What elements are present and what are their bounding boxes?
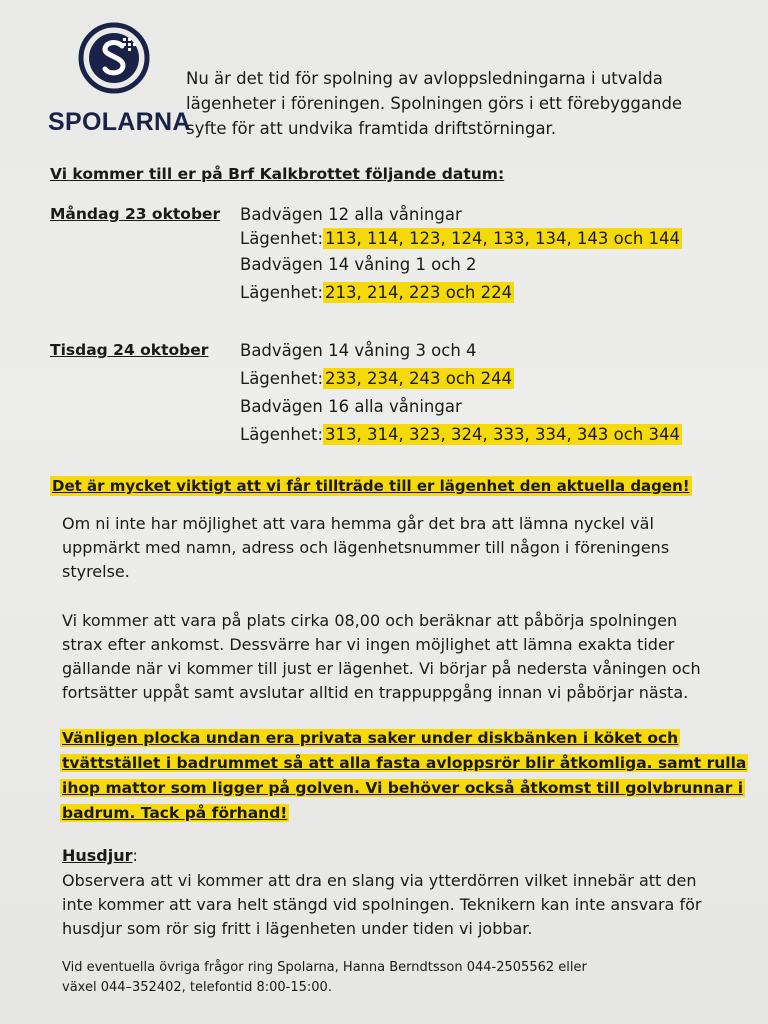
intro-line: Nu är det tid för spolning av avloppsledningarna i utvalda (186, 69, 663, 88)
apartment-label: Lägenhet: (240, 369, 324, 388)
notice-line: badrum. Tack på förhand! (62, 804, 288, 822)
paragraph-line: Observera att vi kommer att dra en slang via ytterdörren vilket innebär att den (62, 871, 697, 890)
notice-line: tvättstället i badrummet så att alla fasta avloppsrör blir åtkomliga. samt rulla (62, 754, 747, 772)
paragraph-line: Vi kommer att vara på plats cirka 08,00 och beräknar att påbörja spolningen (62, 611, 678, 630)
logo-wordmark: SPOLARNA (48, 108, 191, 136)
day-label: Tisdag 24 oktober (50, 341, 209, 359)
address-line: Badvägen 14 våning 3 och 4 (240, 341, 477, 360)
apartment-label: Lägenhet: (240, 229, 324, 248)
arrival-paragraph (62, 609, 752, 705)
apartment-line (240, 425, 682, 444)
apartment-line (240, 283, 514, 302)
preparation-notice (60, 726, 748, 826)
footer-line: växel 044–352402, telefontid 8:00-15:00. (62, 980, 332, 995)
apartment-numbers: 113, 114, 123, 124, 133, 134, 143 och 144 (325, 229, 681, 248)
apartment-numbers: 213, 214, 223 och 224 (325, 283, 513, 302)
paragraph-line: uppmärkt med namn, adress och lägenhetsnummer till någon i föreningens (62, 538, 670, 557)
important-text: Det är mycket viktigt att vi får tillträde till er lägenhet den aktuella dagen! (52, 477, 690, 495)
address-line: Badvägen 12 alla våningar (240, 205, 462, 224)
paragraph-line: styrelse. (62, 562, 130, 581)
pets-title: Husdjur (62, 846, 133, 865)
notice-line: Vänligen plocka undan era privata saker under diskbänken i köket och (62, 729, 679, 747)
footer-line: Vid eventuella övriga frågor ring Spolarna, Hanna Berndtsson 044-2505562 eller (62, 960, 587, 975)
address-line: Badvägen 16 alla våningar (240, 397, 462, 416)
pets-colon: : (132, 846, 138, 865)
address-line: Badvägen 14 våning 1 och 2 (240, 255, 477, 274)
paragraph-line: husdjur som rör sig fritt i lägenheten under tiden vi jobbar. (62, 919, 533, 938)
apartment-numbers: 313, 314, 323, 324, 333, 334, 343 och 344 (325, 425, 681, 444)
intro-line: syfte för att undvika framtida driftstörningar. (186, 119, 557, 138)
day-label: Måndag 23 oktober (50, 205, 221, 223)
pets-paragraph (62, 869, 752, 941)
apartment-label: Lägenhet: (240, 283, 324, 302)
pets-heading (62, 846, 138, 865)
apartment-label: Lägenhet: (240, 425, 324, 444)
paragraph-line: inte kommer att vara helt stängd vid spolningen. Teknikern kan inte ansvara för (62, 895, 702, 914)
spolarna-logo-icon (78, 20, 150, 96)
paragraph-line: fortsätter uppåt samt avslutar alltid en trappuppgång innan vi påbörjar nästa. (62, 683, 689, 702)
contact-footer (62, 958, 587, 998)
intro-line: lägenheter i föreningen. Spolningen görs i ett förebyggande (186, 94, 683, 113)
paragraph-line: gällande när vi kommer till just er lägenhet. Vi börjar på nedersta våningen och (62, 659, 701, 678)
intro-paragraph (186, 66, 706, 141)
schedule-heading: Vi kommer till er på Brf Kalkbrottet följande datum: (50, 165, 505, 183)
apartment-line (240, 229, 682, 248)
paragraph-line: Om ni inte har möjlighet att vara hemma går det bra att lämna nyckel väl (62, 514, 654, 533)
apartment-numbers: 233, 234, 243 och 244 (325, 369, 513, 388)
key-paragraph (62, 512, 742, 584)
apartment-line (240, 369, 514, 388)
paragraph-line: strax efter ankomst. Dessvärre har vi ingen möjlighet att lämna exakta tider (62, 635, 675, 654)
notice-line: ihop mattor som ligger på golven. Vi behöver också åtkomst till golvbrunnar i (62, 779, 744, 797)
important-notice (50, 477, 692, 495)
